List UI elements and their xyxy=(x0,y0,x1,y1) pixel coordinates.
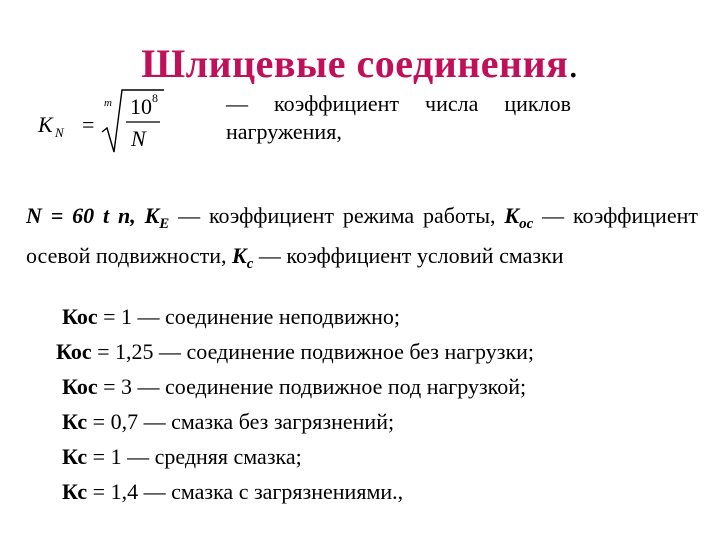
formula-denominator: N xyxy=(131,126,146,151)
kn-formula-graphic xyxy=(36,88,176,158)
list-item-symbol: Кс xyxy=(62,409,88,434)
koc-description: — коэффициент осевой подвижности, xyxy=(26,203,698,268)
kc-description: — коэффициент условий смазки xyxy=(253,243,564,268)
list-item xyxy=(62,444,302,470)
formula-lhs: K xyxy=(38,112,53,137)
formula-equals: = xyxy=(82,112,95,137)
formula-root-index: m xyxy=(104,97,112,109)
list-item-text: = 1 — средняя смазка; xyxy=(87,444,302,469)
coefficients-paragraph xyxy=(26,200,698,280)
ke-symbol: K xyxy=(144,203,160,228)
list-item xyxy=(56,339,534,365)
ke-description: — коэффициент режима работы, xyxy=(169,203,505,228)
list-item-symbol: Кос xyxy=(62,374,98,399)
formula-numerator: 10 xyxy=(130,94,152,119)
kc-symbol: K xyxy=(232,243,247,268)
list-item-symbol: Кс xyxy=(62,444,88,469)
list-item xyxy=(62,479,403,505)
slide-title xyxy=(0,40,720,87)
formula-numerator-exp: 8 xyxy=(152,91,158,105)
definition-line-1 xyxy=(226,90,666,118)
list-item xyxy=(62,304,400,330)
list-item-text: = 1,25 — соединение подвижное без нагрузки; xyxy=(91,339,535,364)
list-item-symbol: Кос xyxy=(56,339,92,364)
list-item-text: = 0,7 — смазка без загрязнений; xyxy=(87,409,395,434)
definition-word: циклов xyxy=(504,91,571,116)
list-item-symbol: Кс xyxy=(62,479,88,504)
list-item xyxy=(62,374,526,400)
definition-word: числа xyxy=(425,91,479,116)
formula-lhs-sub: N xyxy=(55,125,64,140)
definition-dash: — xyxy=(226,91,248,116)
koc-symbol: K xyxy=(504,203,520,228)
kc-subscript: c xyxy=(246,256,254,272)
definition-word: коэффициент xyxy=(274,91,400,116)
list-item-symbol: Кос xyxy=(62,304,98,329)
koc-subscript: oc xyxy=(519,216,534,232)
slide-title-dot: . xyxy=(568,41,579,86)
list-item-text: = 1,4 — смазка с загрязнениями., xyxy=(87,479,404,504)
ke-subscript: E xyxy=(159,216,170,232)
n-formula: N = 60 t n, xyxy=(26,203,136,228)
kn-definition xyxy=(226,90,666,146)
kn-formula xyxy=(36,88,176,158)
list-item-text: = 3 — соединение подвижное под нагрузкой; xyxy=(97,374,527,399)
definition-line-2: нагружения, xyxy=(226,119,342,144)
list-item xyxy=(62,409,394,435)
list-item-text: = 1 — соединение неподвижно; xyxy=(97,304,400,329)
slide-title-text: Шлицевые соединения xyxy=(141,41,569,86)
